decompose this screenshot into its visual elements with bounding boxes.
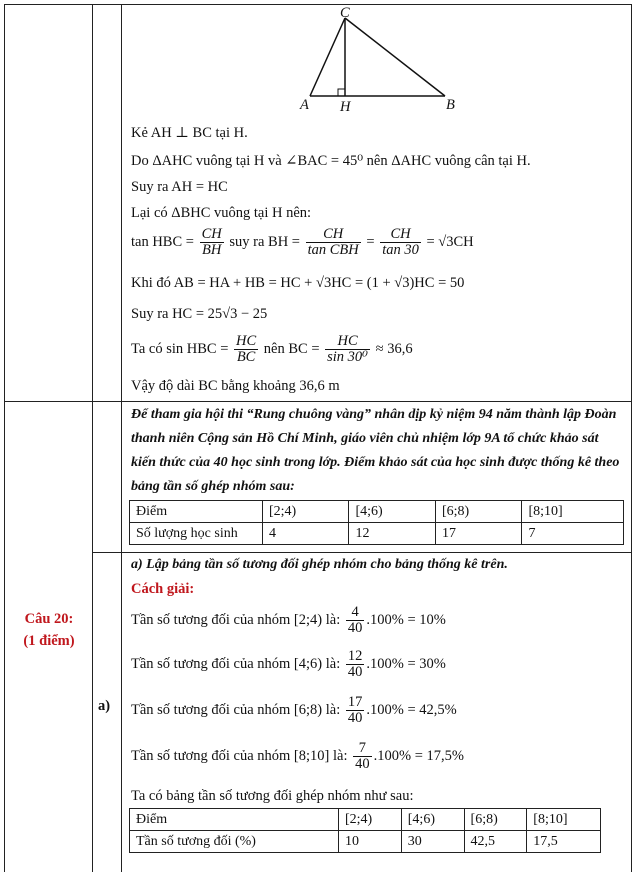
- table-cell: 12: [349, 523, 435, 545]
- group-3-text: Tần số tương đối của nhóm [6;8) là:: [131, 702, 341, 718]
- label-vertex-a: A: [300, 97, 309, 113]
- solution-line-2: Do ΔAHC vuông tại H và ∠BAC = 45⁰ nên ΔAHC vuông cân tại H.: [131, 153, 531, 169]
- fraction-denominator: sin 30⁰: [327, 349, 368, 366]
- relative-frequency-conclusion: Ta có bảng tần số tương đối ghép nhóm như sau:: [131, 788, 414, 804]
- group-2-result: .100% = 30%: [366, 656, 446, 672]
- relative-frequency-group-1: [131, 604, 446, 636]
- border-col1: [92, 4, 93, 872]
- table-row: [130, 501, 624, 523]
- border-top: [4, 4, 632, 5]
- fraction-ch-tan-cbh: [306, 227, 361, 258]
- text-suy-ra-bh: suy ra BH =: [229, 234, 300, 250]
- fraction-denominator: tan CBH: [307, 242, 359, 259]
- table-cell: [2;4): [263, 501, 349, 523]
- text-equals: =: [366, 234, 375, 250]
- table-cell: [6;8): [435, 501, 521, 523]
- text-sqrt3-ch: = √3CH: [426, 234, 474, 250]
- fraction-hc-bc: [234, 334, 258, 365]
- fraction-numerator: 7: [353, 741, 372, 757]
- triangle-figure: [290, 6, 470, 116]
- solution-line-1: Kẻ AH ⊥ BC tại H.: [131, 125, 248, 141]
- fraction-denominator: BH: [202, 242, 222, 259]
- question-number: Câu 20:: [24, 611, 74, 627]
- question-points: (1 điểm): [23, 633, 75, 649]
- table-row: [130, 831, 601, 853]
- relative-frequency-group-4: [131, 740, 464, 772]
- fraction-numerator: HC: [236, 333, 257, 350]
- table-cell: [4;6): [401, 809, 464, 831]
- table-row: [130, 809, 601, 831]
- part-a-task: a) Lập bảng tần số tương đối ghép nhóm cho bảng thống kê trên.: [131, 557, 508, 572]
- fraction-numerator: CH: [306, 227, 361, 243]
- fraction-denominator: 40: [347, 710, 363, 727]
- table-cell: [8;10]: [527, 809, 601, 831]
- relative-frequency-table: [129, 808, 601, 853]
- table-cell: [6;8): [464, 809, 527, 831]
- solution-line-9: Vậy độ dài BC bằng khoảng 36,6 m: [131, 378, 340, 394]
- solution-line-7: Suy ra HC = 25√3 − 25: [131, 306, 268, 322]
- label-vertex-b: B: [446, 97, 455, 113]
- relative-frequency-group-3: [131, 694, 457, 726]
- group-4-result: .100% = 17,5%: [373, 748, 464, 764]
- table-cell: 7: [522, 523, 624, 545]
- fraction-12-40: [346, 649, 365, 680]
- table-cell: 42,5: [464, 831, 527, 853]
- table-cell: 17: [435, 523, 521, 545]
- fraction-numerator: 12: [347, 648, 363, 665]
- table-cell: [8;10]: [522, 501, 624, 523]
- question-intro-line-4: bảng tần số ghép nhóm sau:: [131, 479, 295, 494]
- solution-method-heading: Cách giải:: [131, 581, 195, 597]
- fraction-hc-sin-30: [325, 334, 370, 365]
- table-row: [130, 523, 624, 545]
- border-col2: [121, 4, 122, 872]
- row-divider-part-a: [92, 552, 632, 553]
- solution-line-8: [131, 333, 413, 365]
- group-3-result: .100% = 42,5%: [366, 702, 457, 718]
- fraction-numerator: CH: [380, 227, 421, 243]
- fraction-denominator: 40: [355, 756, 370, 773]
- solution-line-4: Lại có ΔBHC vuông tại H nên:: [131, 205, 312, 221]
- fraction-4-40: [346, 605, 365, 636]
- fraction-numerator: HC: [325, 334, 370, 350]
- table-cell: Điểm: [130, 809, 339, 831]
- fraction-denominator: tan 30: [382, 242, 419, 259]
- group-1-text: Tần số tương đối của nhóm [2;4) là:: [131, 612, 341, 628]
- table-cell: 4: [263, 523, 349, 545]
- part-a-label: a): [98, 698, 111, 714]
- label-vertex-c: C: [340, 5, 350, 21]
- table-cell: Điểm: [130, 501, 263, 523]
- question-label: [4, 608, 94, 652]
- fraction-ch-tan-30: [380, 227, 421, 258]
- fraction-17-40: [346, 695, 365, 726]
- text-sin-hbc: Ta có sin HBC =: [131, 341, 229, 357]
- table-cell: 30: [401, 831, 464, 853]
- fraction-denominator: 40: [347, 620, 363, 637]
- group-1-result: .100% = 10%: [366, 612, 446, 628]
- fraction-ch-bh: [200, 227, 224, 258]
- solution-line-3: Suy ra AH = HC: [131, 179, 228, 195]
- border-left: [4, 4, 5, 872]
- solution-line-6: Khi đó AB = HA + HB = HC + √3HC = (1 + √3)HC = 50: [131, 275, 465, 291]
- fraction-numerator: 17: [347, 694, 363, 711]
- table-cell: [4;6): [349, 501, 435, 523]
- row-divider-question: [4, 401, 632, 402]
- label-vertex-h: H: [340, 99, 351, 115]
- fraction-denominator: 40: [347, 664, 363, 681]
- question-intro-line-2: thanh niên Cộng sản Hồ Chí Minh, giáo viên chủ nhiệm lớp 9A tổ chức khảo sát: [131, 431, 599, 446]
- fraction-7-40: [353, 741, 372, 772]
- question-intro-line-1: Để tham gia hội thi “Rung chuông vàng” nhân dịp kỷ niệm 94 năm thành lập Đoàn: [131, 407, 617, 422]
- group-2-text: Tần số tương đối của nhóm [4;6) là:: [131, 656, 341, 672]
- fraction-numerator: CH: [201, 226, 222, 243]
- question-intro-line-3: kiến thức của 40 học sinh trong lớp. Điểm khảo sát của học sinh được thống kê theo: [131, 455, 620, 470]
- frequency-table: [129, 500, 624, 545]
- table-cell: [2;4): [339, 809, 402, 831]
- table-cell: 17,5: [527, 831, 601, 853]
- solution-line-5: [131, 226, 474, 258]
- relative-frequency-group-2: [131, 648, 446, 680]
- table-cell: Tần số tương đối (%): [130, 831, 339, 853]
- table-cell: Số lượng học sinh: [130, 523, 263, 545]
- group-4-text: Tần số tương đối của nhóm [8;10] là:: [131, 748, 348, 764]
- text-approx-36-6: ≈ 36,6: [375, 341, 413, 357]
- text-nen-bc: nên BC =: [263, 341, 320, 357]
- border-right: [631, 4, 632, 872]
- fraction-numerator: 4: [346, 605, 365, 621]
- table-cell: 10: [339, 831, 402, 853]
- text-tan-hbc: tan HBC =: [131, 234, 194, 250]
- fraction-denominator: BC: [236, 349, 256, 366]
